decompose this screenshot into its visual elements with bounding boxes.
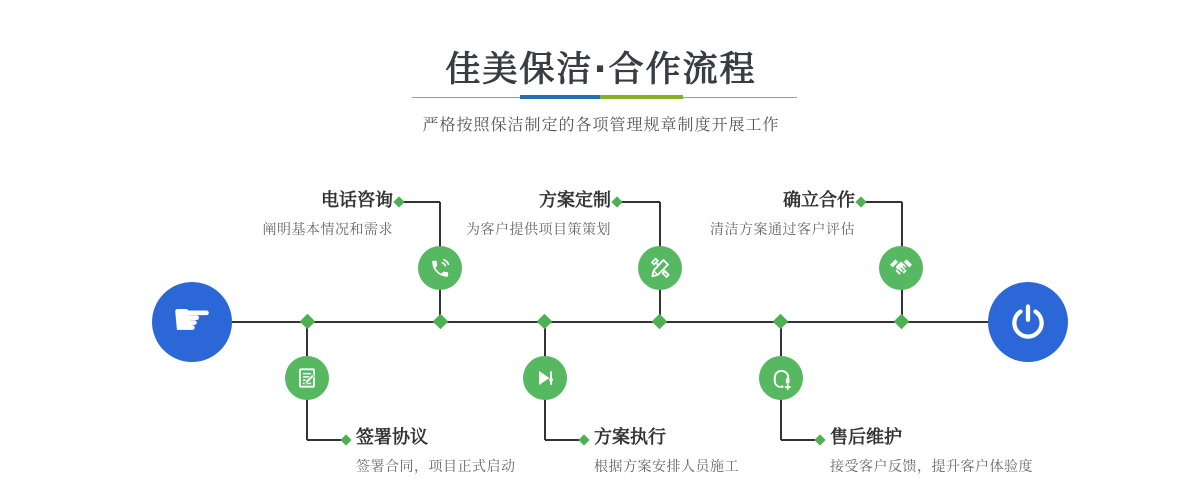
- step-title: 确立合作: [783, 190, 855, 211]
- headset-service-icon: [768, 365, 795, 392]
- label-diamond: [611, 196, 622, 207]
- timeline-diamond: [300, 314, 316, 330]
- timeline-main-line: [232, 321, 988, 323]
- step-desc: 阐明基本情况和需求: [262, 222, 393, 238]
- step-desc: 为客户提供项目策策划: [466, 222, 611, 238]
- page-subtitle: 严格按照保洁制定的各项管理规章制度开展工作: [422, 115, 780, 134]
- power-icon: [1009, 303, 1047, 341]
- step-title: 方案执行: [594, 427, 666, 448]
- title-divider-green-segment: [600, 95, 683, 99]
- timeline-diamond: [433, 314, 449, 330]
- connector-horizontal: [545, 439, 581, 441]
- step-title: 签署协议: [356, 427, 428, 448]
- step-aftersales-maintain: [830, 427, 1033, 477]
- step-sign-agreement: [356, 427, 516, 477]
- step-establish-cooperation: [710, 190, 855, 240]
- connector-horizontal: [402, 201, 440, 203]
- label-diamond: [578, 434, 589, 445]
- step-desc: 清洁方案通过客户评估: [710, 222, 855, 238]
- connector-horizontal: [620, 201, 660, 203]
- page-title: 佳美保洁·合作流程: [445, 50, 757, 90]
- step-title: 方案定制: [539, 190, 611, 211]
- design-tools-icon: [647, 255, 673, 281]
- end-node: [988, 282, 1068, 362]
- timeline-diamond: [537, 314, 553, 330]
- connector-horizontal: [864, 201, 902, 203]
- contract-sign-icon: [294, 365, 320, 391]
- step-plan-execute: [594, 427, 739, 477]
- step-plan-customize: [466, 190, 611, 240]
- step-title: 电话咨询: [321, 190, 393, 211]
- step-phone-consult: [263, 190, 394, 240]
- start-node: [152, 282, 232, 362]
- step-node-aftersales: [759, 356, 803, 400]
- step-desc: 签署合同，项目正式启动: [356, 459, 516, 475]
- step-node-execute: [523, 356, 567, 400]
- timeline-diamond: [773, 314, 789, 330]
- step-desc: 接受客户反馈，提升客户体验度: [830, 459, 1033, 475]
- step-node-contract: [285, 356, 329, 400]
- connector-horizontal: [307, 439, 343, 441]
- phone-icon: [427, 255, 453, 281]
- pointing-hand-icon: ☛: [171, 292, 213, 346]
- step-node-design: [638, 246, 682, 290]
- execute-play-icon: [532, 365, 558, 391]
- label-diamond: [340, 434, 351, 445]
- label-diamond: [855, 196, 866, 207]
- handshake-icon: [887, 254, 915, 282]
- timeline-diamond: [652, 314, 668, 330]
- step-node-handshake: [879, 246, 923, 290]
- title-divider-blue-segment: [520, 95, 600, 99]
- step-desc: 根据方案安排人员施工: [594, 459, 739, 475]
- label-diamond: [814, 434, 825, 445]
- timeline-diamond: [894, 314, 910, 330]
- step-title: 售后维护: [830, 427, 902, 448]
- label-diamond: [393, 196, 404, 207]
- step-node-phone: [418, 246, 462, 290]
- connector-horizontal: [781, 439, 817, 441]
